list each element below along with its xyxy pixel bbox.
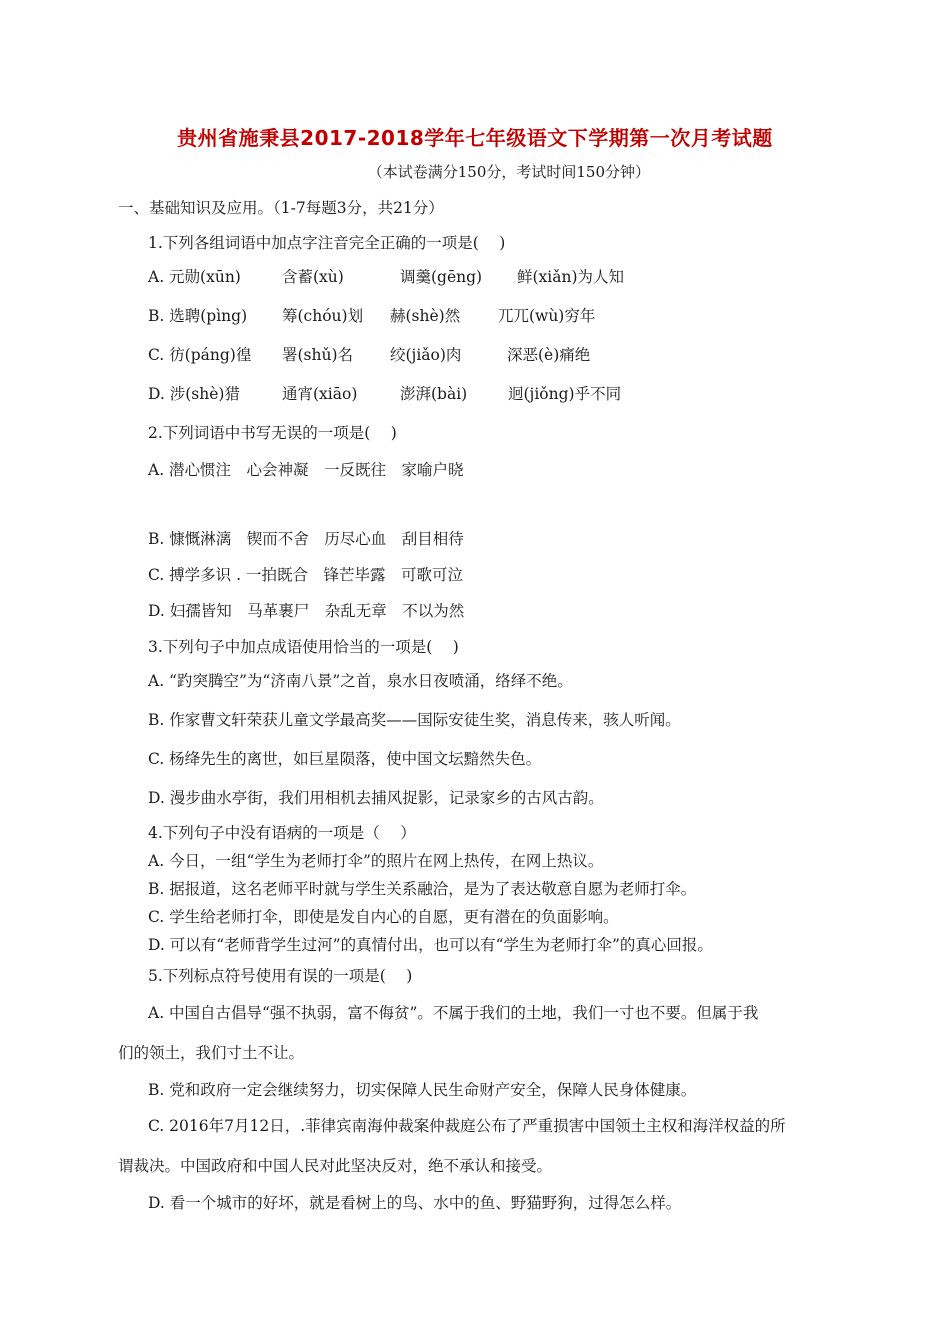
q1-option-a xyxy=(148,267,624,287)
q2-option-c: C. 搏学多识 . 一拍既合 锋芒毕露 可歌可泣 xyxy=(148,566,463,584)
q1-option-d xyxy=(148,384,621,404)
q1-d-word-4: 迥(jiǒng)乎不同 xyxy=(508,385,622,403)
q1-d-word-2: 通宵(xiāo) xyxy=(282,385,358,403)
q4-option-d: D. 可以有“老师背学生过河”的真情付出，也可以有“学生为老师打伞”的真心回报。 xyxy=(148,936,713,954)
q5-option-c-line1: C. 2016年7月12日，.菲律宾南海仲裁案仲裁庭公布了严重损害中国领土主权和海洋权益的所 xyxy=(148,1117,786,1135)
q4-option-b: B. 据报道，这名老师平时就与学生关系融洽，是为了表达敬意自愿为老师打伞。 xyxy=(148,880,697,898)
q5-option-b: B. 党和政府一定会继续努力，切实保障人民生命财产安全，保障人民身体健康。 xyxy=(148,1081,697,1099)
q2-option-a: A. 潜心惯注 心会神凝 一反既往 家喻户晓 xyxy=(148,461,464,479)
section-heading: 一、基础知识及应用。（1-7每题3分，共21分） xyxy=(118,199,444,217)
q1-d-word-1: D. 涉(shè)猎 xyxy=(148,385,240,403)
q1-c-word-3: 绞(jiǎo)肉 xyxy=(390,346,462,364)
q1-a-word-2: 含蓄(xù) xyxy=(282,268,344,286)
q5-option-c-line2: 谓裁决。中国政府和中国人民对此坚决反对，绝不承认和接受。 xyxy=(118,1157,553,1175)
q1-b-word-3: 赫(shè)然 xyxy=(390,307,461,325)
q4-option-c: C. 学生给老师打伞，即使是发自内心的自愿，更有潜在的负面影响。 xyxy=(148,908,619,926)
q1-b-word-2: 筹(chóu)划 xyxy=(282,307,364,325)
q4-option-a: A. 今日，一组“学生为老师打伞”的照片在网上热传，在网上热议。 xyxy=(148,852,604,870)
q5-option-a-line1: A. 中国自古倡导“强不执弱，富不侮贫”。不属于我们的土地，我们一寸也不要。但属于我 xyxy=(148,1004,759,1022)
q1-option-b xyxy=(148,306,595,326)
q3-option-b: B. 作家曹文轩荣获儿童文学最高奖——国际安徒生奖，消息传来，骇人听闻。 xyxy=(148,711,681,729)
q1-b-word-4: 兀兀(wù)穷年 xyxy=(498,307,596,325)
q1-a-word-4: 鲜(xiǎn)为人知 xyxy=(517,268,625,286)
q5-option-a-line2: 们的领土，我们寸土不让。 xyxy=(118,1044,305,1062)
q3-option-c: C. 杨绛先生的离世，如巨星陨落，使中国文坛黯然失色。 xyxy=(148,750,542,768)
q1-a-word-1: A. 元勋(xūn) xyxy=(148,268,241,286)
q1-stem: 1.下列各组词语中加点字注音完全正确的一项是( ) xyxy=(148,234,506,252)
q1-d-word-3: 澎湃(bài) xyxy=(400,385,468,403)
q5-stem: 5.下列标点符号使用有误的一项是( ) xyxy=(148,967,413,985)
exam-subtitle: （本试卷满分150分，考试时间150分钟） xyxy=(367,163,650,181)
q2-stem: 2.下列词语中书写无误的一项是( ) xyxy=(148,424,397,442)
q2-option-b: B. 慷慨淋漓 锲而不舍 历尽心血 刮目相待 xyxy=(148,530,464,548)
q1-b-word-1: B. 选聘(pìng) xyxy=(148,307,248,325)
q1-c-word-1: C. 彷(páng)徨 xyxy=(148,346,252,364)
q5-option-d: D. 看一个城市的好坏，就是看树上的鸟、水中的鱼、野猫野狗，过得怎么样。 xyxy=(148,1194,682,1212)
q3-stem: 3.下列句子中加点成语使用恰当的一项是( ) xyxy=(148,638,459,656)
q3-option-a: A. “趵突腾空”为“济南八景”之首，泉水日夜喷涌，络绎不绝。 xyxy=(148,672,573,690)
q3-option-d: D. 漫步曲水亭街，我们用相机去捕风捉影，记录家乡的古风古韵。 xyxy=(148,789,604,807)
q1-option-c xyxy=(148,345,590,365)
exam-title: 贵州省施秉县2017-2018学年七年级语文下学期第一次月考试题 xyxy=(177,126,773,150)
q1-c-word-2: 署(shǔ)名 xyxy=(282,346,354,364)
q1-c-word-4: 深恶(è)痛绝 xyxy=(507,346,591,364)
q4-stem: 4.下列句子中没有语病的一项是（ ） xyxy=(148,824,416,842)
q2-option-d: D. 妇孺皆知 马革裹尸 杂乱无章 不以为然 xyxy=(148,602,465,620)
q1-a-word-3: 调羹(gēng) xyxy=(400,268,483,286)
